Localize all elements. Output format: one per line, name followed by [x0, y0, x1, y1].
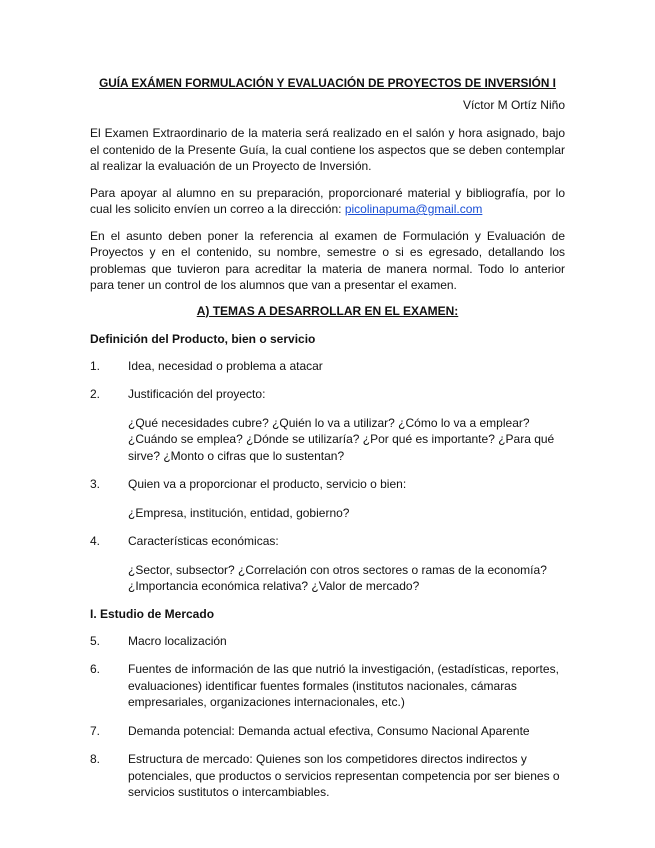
definition-heading: Definición del Producto, bien o servicio	[90, 331, 316, 346]
list-item	[90, 386, 565, 403]
item-text: Macro localización	[128, 633, 227, 648]
item-number: 7.	[90, 723, 101, 738]
section-heading-topics: A) TEMAS A DESARROLLAR EN EL EXAMEN:	[196, 303, 459, 318]
item-number: 1.	[90, 358, 101, 373]
list-item	[90, 358, 565, 375]
item-text: Idea, necesidad o problema a atacar	[128, 358, 323, 373]
item-text: Características económicas:	[128, 534, 279, 548]
intro-paragraph-1: El Examen Extraordinario de la materia será realizado en el salón y hora asignado, bajo el contenido de la Presente Guía, la cual contiene los aspectos que se deben contemplar al realizar la evaluación de un Proyecto de Inversión.	[90, 126, 565, 173]
item-text: Demanda potencial: Demanda actual efectiva, Consumo Nacional Aparente	[128, 723, 530, 738]
item-text: Quien va a proporcionar el producto, servicio o bien:	[128, 477, 407, 491]
list-item	[90, 723, 565, 740]
item-subtext: ¿Sector, subsector? ¿Correlación con otros sectores o ramas de la economía? ¿Importancia económica relativa? ¿Valor de mercado?	[128, 562, 547, 593]
item-subtext: ¿Qué necesidades cubre? ¿Quién lo va a utilizar? ¿Cómo lo va a emplear? ¿Cuándo se emplea? ¿Dónde se utilizaría? ¿Por qué es importante? ¿Para qué sirve? ¿Monto o cifras que lo sustentan?	[128, 415, 555, 463]
author-name: Víctor M Ortíz Niño	[462, 98, 565, 112]
market-study-heading: I. Estudio de Mercado	[90, 606, 215, 621]
list-item	[90, 751, 565, 801]
item-text: Justificación del proyecto:	[128, 387, 266, 401]
item-text: Fuentes de información de las que nutrió la investigación, (estadísticas, reportes, evaluaciones) identificar fuentes formales (institutos nacionales, cámaras empresariales, organizaciones internacionales, etc.)	[128, 662, 559, 709]
list-item	[90, 661, 565, 711]
list-item	[90, 633, 565, 650]
item-number: 3.	[90, 477, 101, 491]
item-text: Estructura de mercado: Quienes son los competidores directos indirectos y potenciales, que productos o servicios representan competencia por ser bienes o servicios sustitutos o intercambiables.	[128, 752, 560, 799]
list-item	[90, 476, 565, 493]
intro-paragraph-2-text: Para apoyar al alumno en su preparación, proporcionaré material y bibliografía, por lo cual les solicito envíen un correo a la dirección:	[90, 185, 565, 216]
list-item	[90, 533, 565, 550]
item-number: 4.	[90, 534, 101, 548]
item-number: 6.	[90, 662, 101, 676]
document-title: GUÍA EXÁMEN FORMULACIÓN Y EVALUACIÓN DE PROYECTOS DE INVERSIÓN I	[99, 76, 556, 90]
intro-paragraph-2	[90, 185, 565, 218]
item-number: 8.	[90, 752, 101, 766]
item-number: 2.	[90, 387, 101, 401]
item-subtext: ¿Empresa, institución, entidad, gobierno?	[128, 505, 350, 520]
email-link[interactable]: picolinapuma@gmail.com	[344, 202, 483, 216]
item-number: 5.	[90, 633, 101, 648]
intro-paragraph-3: En el asunto deben poner la referencia al examen de Formulación y Evaluación de Proyectos y en el contenido, su nombre, semestre o si es egresado, detallando los problemas que tuvieron para acreditar la materia de manera normal. Todo lo anterior para tener un control de los alumnos que van a presentar el examen.	[90, 228, 565, 292]
